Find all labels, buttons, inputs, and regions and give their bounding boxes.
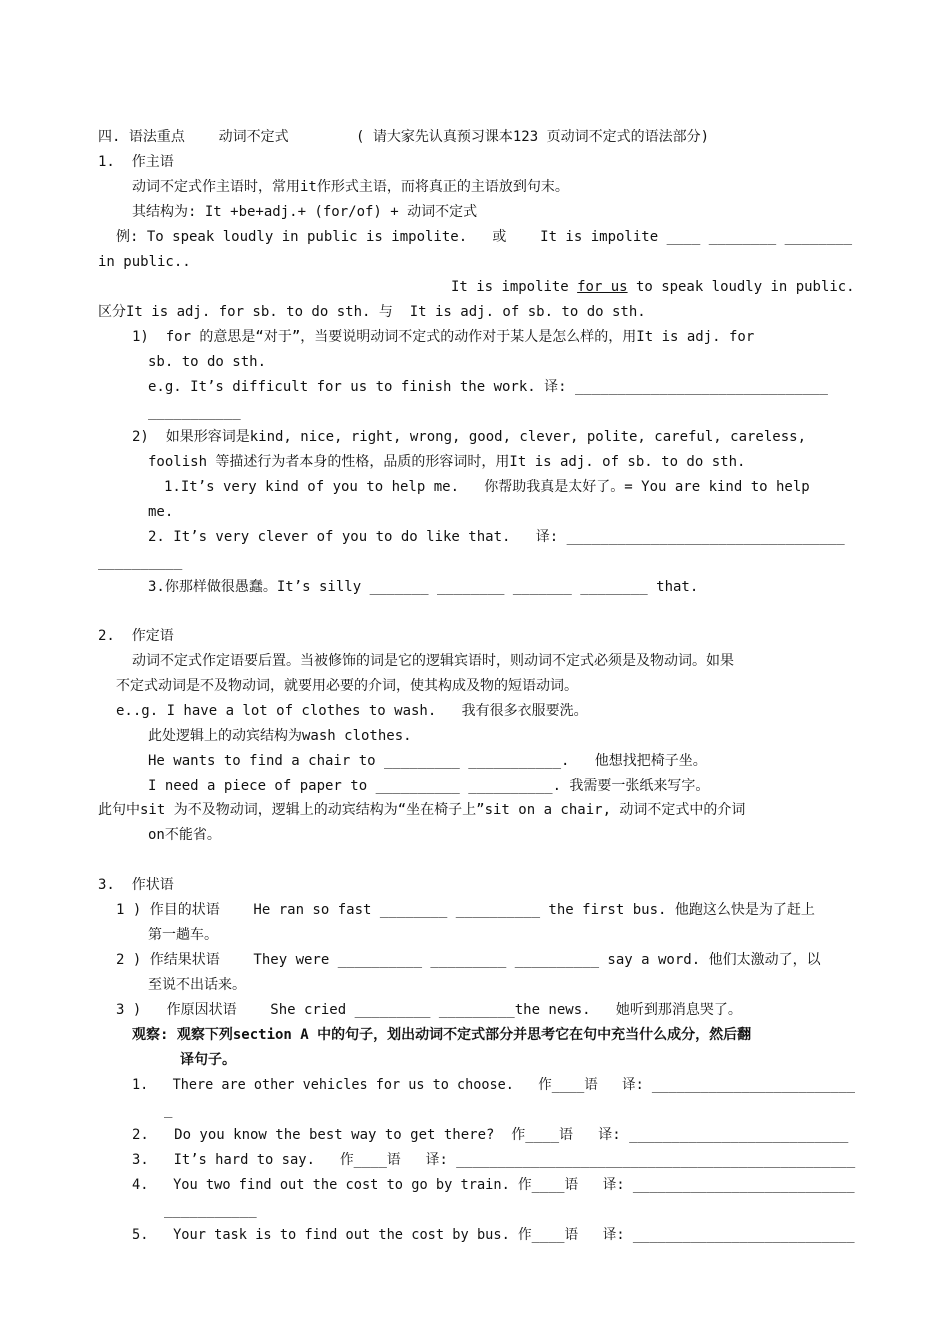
exercise-line: He wants to find a chair to _________ ___________. 他想找把椅子坐。 — [148, 753, 707, 769]
answer-blank: __________ — [98, 554, 183, 570]
observation-heading: 观察: 观察下列section A 中的句子，划出动词不定式部分并思考它在句中充当什么成分，然后翻 — [132, 1027, 752, 1043]
text-line: 至说不出话来。 — [148, 977, 246, 993]
text-line: 1) for 的意思是“对于”，当要说明动词不定式的动作对于某人是怎么样的，用It is adj. for — [132, 329, 755, 345]
exercise-item: 3. It’s hard to say. 作____语 译: ________________________________________________ — [132, 1152, 856, 1168]
text-line: 此处逻辑上的动宾结构为wash clothes. — [148, 728, 412, 744]
text-line: 此句中sit 为不及物动词，逻辑上的动宾结构为“坐在椅子上”sit on a chair, 动词不定式中的介词 — [98, 802, 746, 818]
example-line: e..g. I have a lot of clothes to wash. 我有很多衣服要洗。 — [116, 703, 588, 719]
text-line: 区分It is adj. for sb. to do sth. 与 It is adj. of sb. to do sth. — [98, 304, 646, 320]
exercise-line: 3.你那样做很愚蠢。It’s silly _______ ________ _______ ________ that. — [148, 579, 699, 595]
answer-blank: ___________ — [164, 1202, 257, 1218]
example-line: 1.It’s very kind of you to help me. 你帮助我真是太好了。= You are kind to help — [164, 479, 810, 495]
text-line: 动词不定式作定语要后置。当被修饰的词是它的逻辑宾语时，则动词不定式必须是及物动词。如果 — [132, 653, 734, 669]
exercise-line: 2. It’s very clever of you to do like that. 译: _________________________________ — [148, 529, 845, 545]
subsection-attributive: 2. 作定语 — [98, 628, 174, 644]
exercise-item: 1. There are other vehicles for us to choose. 作____语 译: _________________________ — [132, 1077, 856, 1093]
text-segment: It is impolite — [451, 279, 578, 295]
example-answer — [451, 278, 855, 296]
observation-heading-cont: 译句子。 — [180, 1052, 236, 1068]
subsection-subject: 1. 作主语 — [98, 154, 174, 170]
text-line: 2) 如果形容词是kind, nice, right, wrong, good, clever, polite, careful, careless, — [132, 429, 807, 445]
exercise-line: 2 ) 作结果状语 They were __________ _________ __________ say a word. 他们太激动了，以 — [116, 952, 821, 968]
exercise-line: e.g. It’s difficult for us to finish the work. 译: ______________________________ — [148, 379, 828, 395]
text-line: 动词不定式作主语时，常用it作形式主语，而将真正的主语放到句末。 — [132, 179, 569, 195]
underlined-phrase: for us — [577, 279, 628, 295]
exercise-line: 1 ) 作目的状语 He ran so fast ________ __________ the first bus. 他跑这么快是为了赶上 — [116, 902, 815, 918]
text-line: me. — [148, 504, 174, 520]
text-line: in public.. — [98, 254, 191, 270]
text-line: foolish 等描述行为者本身的性格，品质的形容词时，用It is adj. of sb. to do sth. — [148, 454, 746, 470]
text-line: 不定式动词是不及物动词，就要用必要的介词，使其构成及物的短语动词。 — [116, 678, 578, 694]
text-line: 其结构为: It +be+adj.+ (for/of) + 动词不定式 — [132, 204, 478, 220]
example-line: 例: To speak loudly in public is impolite. 或 It is impolite ____ ________ ________ — [116, 229, 853, 245]
text-segment: to speak loudly in public. — [627, 279, 855, 295]
answer-blank: ___________ — [148, 404, 241, 420]
section-heading: 四. 语法重点 动词不定式 ( 请大家先认真预习课本123 页动词不定式的语法部分) — [98, 129, 710, 145]
exercise-item: 5. Your task is to find out the cost by bus. 作____语 译: ___________________________ — [132, 1227, 855, 1243]
text-line: on不能省。 — [148, 827, 221, 843]
text-line: 第一趟车。 — [148, 927, 218, 943]
exercise-item: 2. Do you know the best way to get there? 作____语 译: __________________________ — [132, 1127, 849, 1143]
exercise-item: 4. You two find out the cost to go by train. 作____语 译: ___________________________ — [132, 1177, 855, 1193]
answer-blank: _ — [164, 1102, 173, 1118]
text-line: sb. to do sth. — [148, 354, 267, 370]
exercise-line: 3 ) 作原因状语 She cried _________ _________the news. 她听到那消息哭了。 — [116, 1002, 742, 1018]
subsection-adverbial: 3. 作状语 — [98, 877, 174, 893]
exercise-line: I need a piece of paper to __________ __________. 我需要一张纸来写字。 — [148, 778, 710, 794]
